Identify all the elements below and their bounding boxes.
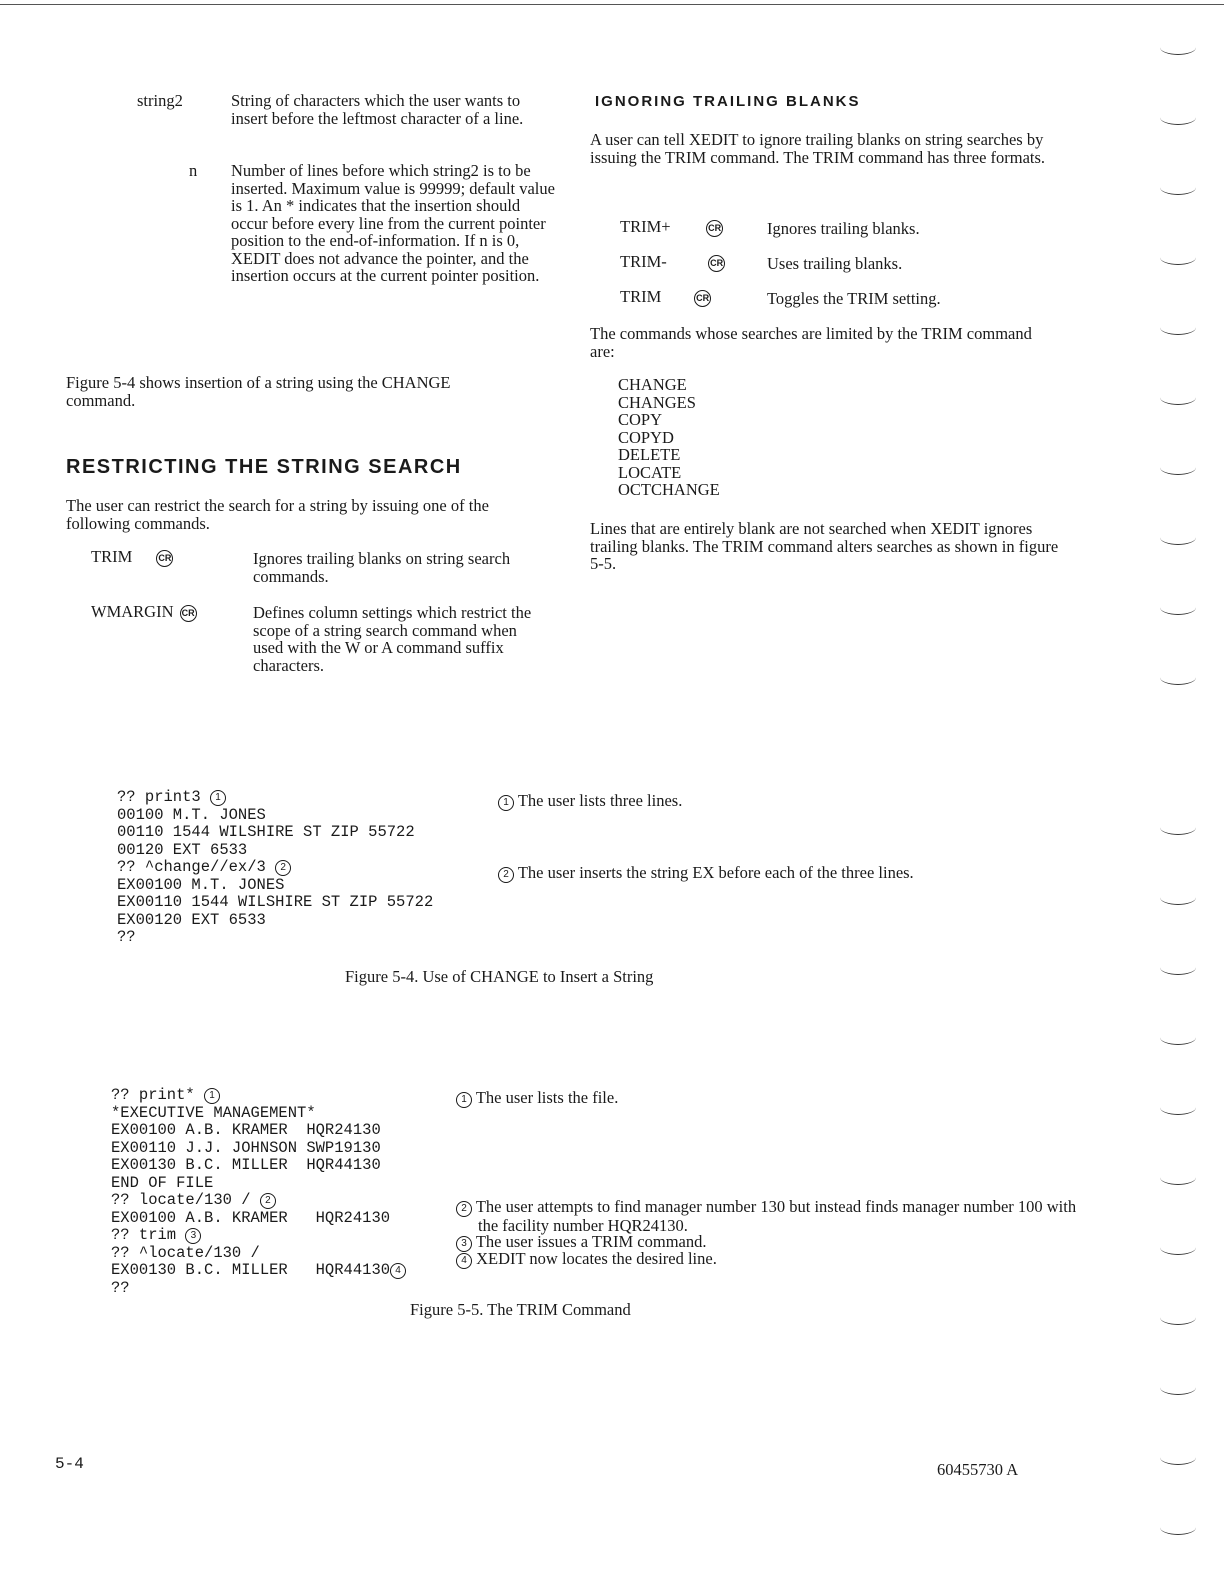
terminal-line: ?? locate/130 / 2 [111, 1192, 406, 1210]
figure-5-5-caption: Figure 5-5. The TRIM Command [410, 1300, 631, 1319]
limited-intro: The commands whose searches are limited by the TRIM command are: [590, 324, 1032, 361]
figure-5-4-note-1: 1 The user lists three lines. [498, 792, 682, 811]
list-item: OCTCHANGE [618, 480, 720, 499]
list-item: COPY [618, 410, 663, 429]
trim-plus-desc: Ignores trailing blanks. [767, 219, 920, 238]
trim-format-minus [620, 253, 725, 272]
figure-5-5-note-4: 4 XEDIT now locates the desired line. [456, 1250, 717, 1269]
callout-marker: 1 [498, 795, 514, 811]
cr-key-icon: CR [708, 255, 725, 272]
binder-marks [1160, 40, 1224, 1560]
callout-marker: 1 [210, 790, 226, 806]
cr-key-icon: CR [180, 605, 197, 622]
terminal-line: ?? [117, 928, 136, 946]
terminal-line: EX00130 B.C. MILLER HQR44130 [111, 1156, 381, 1174]
figure-5-4-terminal [117, 789, 433, 947]
ignoring-closing: Lines that are entirely blank are not searched when XEDIT ignores trailing blanks. The TRIM command alters searches as shown in figure 5-5. [590, 519, 1059, 573]
callout-marker: 4 [456, 1253, 472, 1269]
figure-5-5-note-3: 3 The user issues a TRIM command. [456, 1233, 706, 1252]
callout-marker: 2 [498, 867, 514, 883]
param-n-term: n [189, 161, 198, 180]
callout-marker: 2 [275, 860, 291, 876]
terminal-line: ?? ^locate/130 / [111, 1243, 260, 1262]
terminal-line: END OF FILE [111, 1173, 214, 1192]
terminal-line: 00110 1544 WILSHIRE ST ZIP 55722 [117, 823, 415, 841]
list-item: COPYD [618, 427, 674, 447]
callout-marker: 3 [456, 1236, 472, 1252]
terminal-line: ?? print3 1 [117, 789, 433, 807]
cmd-name: WMARGIN [91, 602, 174, 621]
figure-5-4-reference: Figure 5-4 shows insertion of a string using the CHANGE command. [66, 373, 451, 410]
ignoring-intro: A user can tell XEDIT to ignore trailing blanks on string searches by issuing the TRIM command. The TRIM command has three formats. [590, 130, 1046, 167]
restricting-intro: The user can restrict the search for a string by issuing one of the following commands. [66, 496, 489, 533]
terminal-line: EX00120 EXT 6533 [117, 910, 266, 929]
cr-key-icon: CR [156, 550, 173, 567]
cr-key-icon: CR [706, 220, 723, 237]
terminal-line: ?? print* 1 [111, 1087, 406, 1105]
terminal-line: EX00130 B.C. MILLER HQR44130 4 [111, 1262, 406, 1280]
ignoring-heading: IGNORING TRAILING BLANKS [595, 93, 861, 110]
trim-toggle-desc: Toggles the TRIM setting. [767, 289, 941, 308]
callout-marker: 3 [185, 1228, 201, 1244]
terminal-line: ?? [111, 1278, 130, 1297]
restrict-trim-desc: Ignores trailing blanks on string search commands. [253, 549, 511, 586]
terminal-line: ?? trim 3 [111, 1227, 406, 1245]
param-string2-desc: String of characters which the user wants to insert before the leftmost character of a line. [231, 91, 524, 128]
list-item: CHANGE [618, 375, 687, 394]
restrict-cmd-wmargin [91, 603, 197, 622]
callout-marker: 2 [456, 1201, 472, 1217]
restricting-heading: RESTRICTING THE STRING SEARCH [66, 456, 462, 478]
trim-minus-desc: Uses trailing blanks. [767, 254, 903, 273]
restrict-cmd-trim [91, 548, 173, 567]
terminal-line: EX00110 1544 WILSHIRE ST ZIP 55722 [117, 893, 434, 911]
cr-key-icon: CR [694, 290, 711, 307]
format-name: TRIM- [620, 252, 667, 271]
cmd-name: TRIM [91, 547, 133, 566]
callout-marker: 4 [390, 1263, 406, 1279]
terminal-line: EX00110 J.J. JOHNSON SWP19130 [111, 1138, 381, 1157]
format-name: TRIM [620, 287, 662, 306]
document-number: 60455730 A [937, 1460, 1019, 1479]
format-name: TRIM+ [620, 217, 671, 236]
terminal-line: EX00100 A.B. KRAMER HQR24130 [111, 1208, 391, 1227]
page-number: 5-4 [55, 1455, 84, 1473]
limited-command-list [618, 376, 720, 499]
terminal-line: EX00100 A.B. KRAMER HQR24130 [111, 1121, 381, 1139]
callout-marker: 1 [204, 1088, 220, 1104]
restrict-wmargin-desc: Defines column settings which restrict the scope of a string search command when used with the W or A command suffix characters. [253, 603, 532, 675]
figure-5-5-note-2: 2 The user attempts to find manager number 130 but instead finds manager number 100 with the facility number HQR24130. [456, 1198, 1078, 1235]
list-item: CHANGES [618, 392, 696, 412]
terminal-line: 00120 EXT 6533 [117, 840, 248, 859]
trim-format-toggle [620, 288, 711, 307]
figure-5-5-note-1: 1 The user lists the file. [456, 1089, 618, 1108]
terminal-line: 00100 M.T. JONES [117, 805, 266, 824]
trim-format-plus [620, 218, 723, 237]
figure-5-5-terminal [111, 1087, 406, 1297]
page-top-rule [0, 4, 1224, 5]
callout-marker: 2 [260, 1193, 276, 1209]
figure-5-4-note-2: 2 The user inserts the string EX before each of the three lines. [498, 864, 1000, 883]
list-item: LOCATE [618, 462, 682, 482]
terminal-line: EX00100 M.T. JONES [117, 875, 285, 894]
param-string2-term: string2 [137, 91, 183, 110]
terminal-line: ?? ^change//ex/3 2 [117, 859, 433, 877]
figure-5-4-caption: Figure 5-4. Use of CHANGE to Insert a String [345, 967, 654, 986]
list-item: DELETE [618, 445, 681, 464]
terminal-line: *EXECUTIVE MANAGEMENT* [111, 1103, 316, 1122]
callout-marker: 1 [456, 1092, 472, 1108]
param-n-desc: Number of lines before which string2 is to be inserted. Maximum value is 99999; default value is 1. An * indicates that the insertion should occur before every line from the current pointer position to the end-of-information. If n is 0, XEDIT does not advance the pointer, and the insertion occurs at the current pointer position. [231, 161, 555, 285]
